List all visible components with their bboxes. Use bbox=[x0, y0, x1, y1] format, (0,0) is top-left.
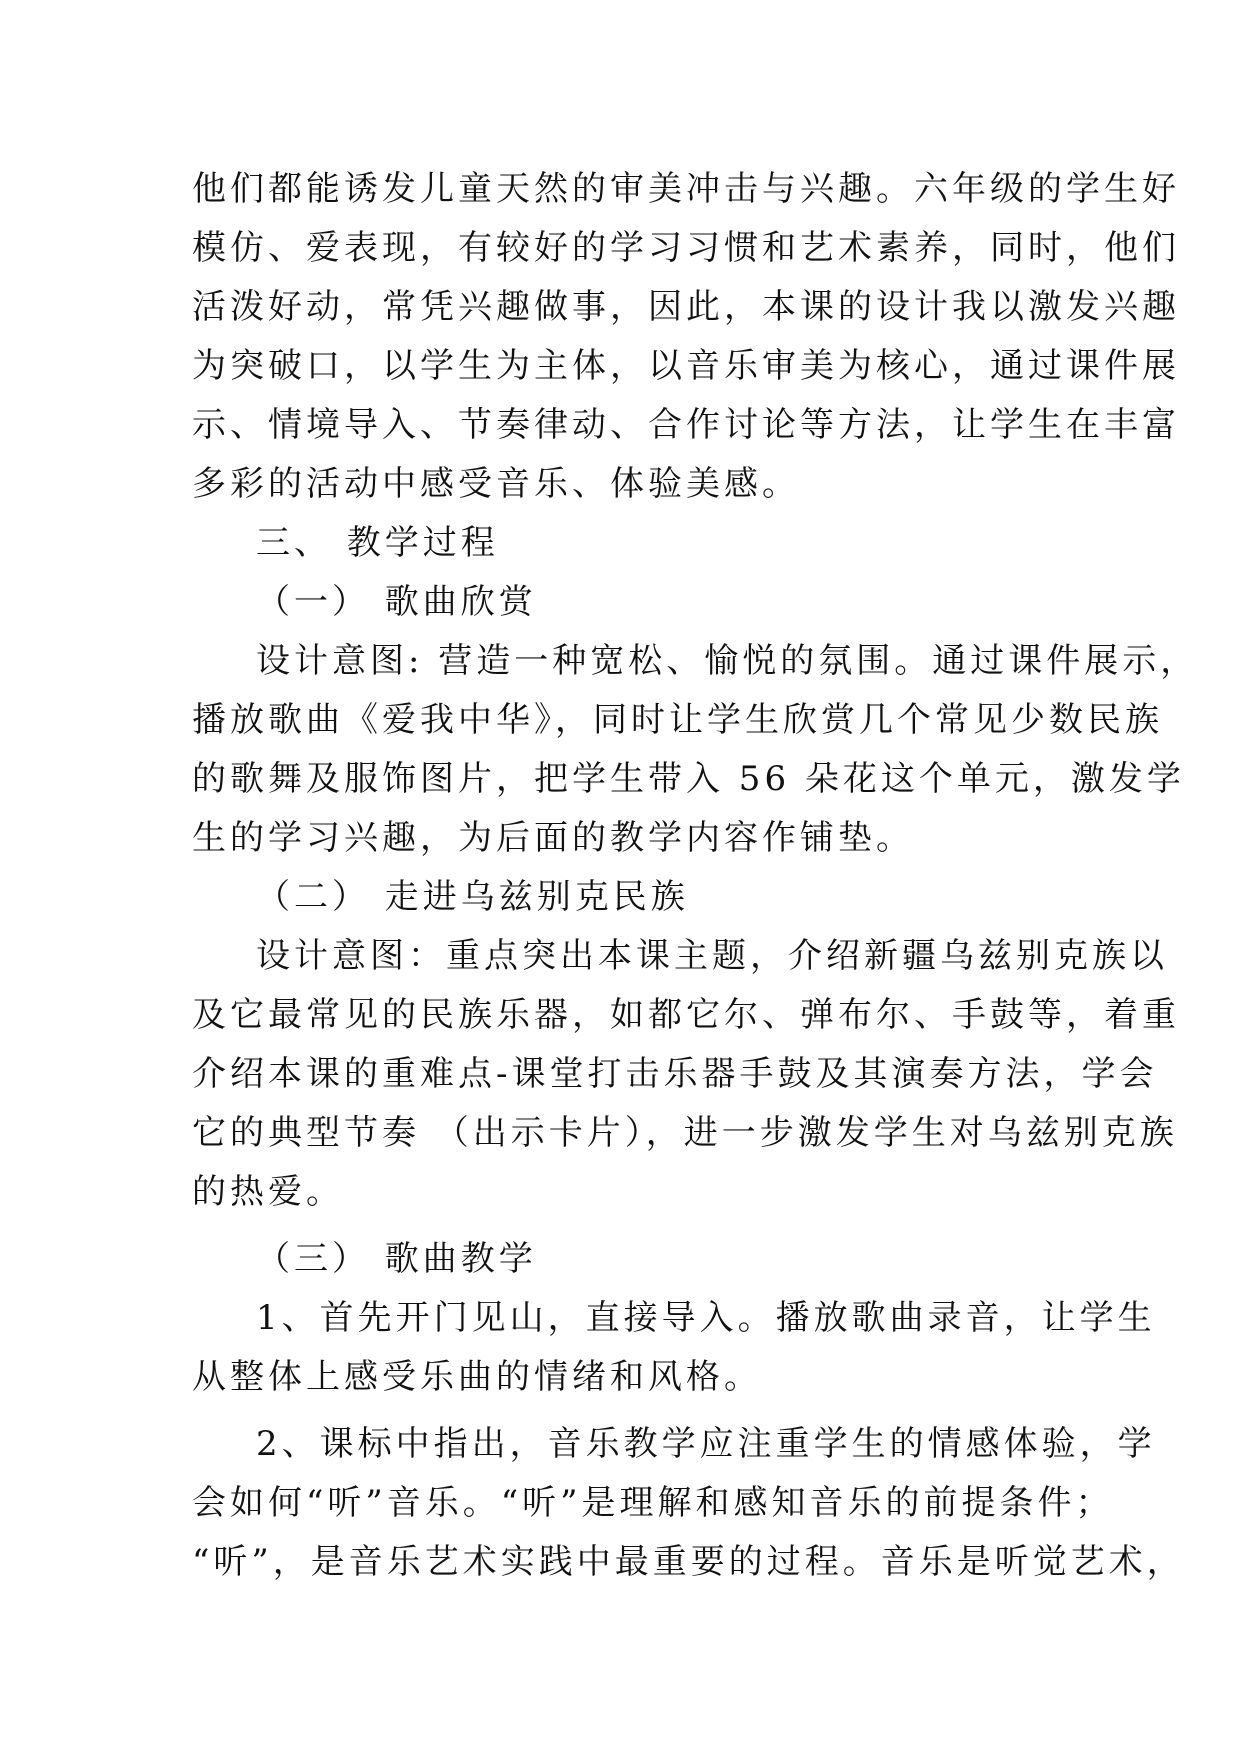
subsection-heading: （二） 走进乌兹别克民族 bbox=[256, 877, 689, 917]
paragraph-line: 介绍本课的重难点-课堂打击乐器手鼓及其演奏方法，学会 bbox=[192, 1054, 1158, 1094]
paragraph-line: 的歌舞及服饰图片，把学生带入 56 朵花这个单元，激发学 bbox=[192, 759, 1185, 799]
paragraph-line: 它的典型节奏 （出示卡片），进一步激发学生对乌兹别克族 bbox=[192, 1113, 1178, 1153]
paragraph-line: 的热爱。 bbox=[192, 1172, 344, 1212]
section-heading: 三、 教学过程 bbox=[256, 523, 499, 563]
subsection-heading: （三） 歌曲教学 bbox=[256, 1239, 537, 1279]
paragraph-line: 活泼好动，常凭兴趣做事，因此，本课的设计我以激发兴趣 bbox=[192, 287, 1180, 327]
paragraph-line: 及它最常见的民族乐器，如都它尔、弹布尔、手鼓等，着重 bbox=[192, 995, 1180, 1035]
document-body bbox=[192, 160, 1199, 1592]
paragraph-line: 示、情境导入、节奏律动、合作讨论等方法，让学生在丰富 bbox=[192, 405, 1180, 445]
paragraph-line: “听”，是音乐艺术实践中最重要的过程。音乐是听觉艺术， bbox=[192, 1542, 1185, 1582]
paragraph-line: 为突破口，以学生为主体，以音乐审美为核心，通过课件展 bbox=[192, 346, 1180, 386]
paragraph-line: 生的学习兴趣，为后面的教学内容作铺垫。 bbox=[192, 818, 914, 858]
paragraph-line: 设计意图: 营造一种宽松、愉悦的氛围。通过课件展示， bbox=[256, 641, 1199, 681]
subsection-heading: （一） 歌曲欣赏 bbox=[256, 582, 537, 622]
paragraph-line: 多彩的活动中感受音乐、体验美感。 bbox=[192, 464, 800, 504]
paragraph-line: 设计意图：重点突出本课主题，介绍新疆乌兹别克族以 bbox=[256, 936, 1168, 976]
paragraph-line: 会如何“听”音乐。“听”是理解和感知音乐的前提条件； bbox=[192, 1483, 1114, 1523]
paragraph-line: 2、课标中指出，音乐教学应注重学生的情感体验，学 bbox=[256, 1424, 1156, 1464]
paragraph-line: 从整体上感受乐曲的情绪和风格。 bbox=[192, 1357, 762, 1397]
paragraph-line: 他们都能诱发儿童天然的审美冲击与兴趣。六年级的学生好 bbox=[192, 169, 1180, 209]
paragraph-line: 播放歌曲《爱我中华》，同时让学生欣赏几个常见少数民族 bbox=[192, 700, 1163, 740]
paragraph-line: 1、首先开门见山，直接导入。播放歌曲录音，让学生 bbox=[256, 1298, 1156, 1338]
paragraph-line: 模仿、爱表现，有较好的学习习惯和艺术素养，同时，他们 bbox=[192, 228, 1180, 268]
